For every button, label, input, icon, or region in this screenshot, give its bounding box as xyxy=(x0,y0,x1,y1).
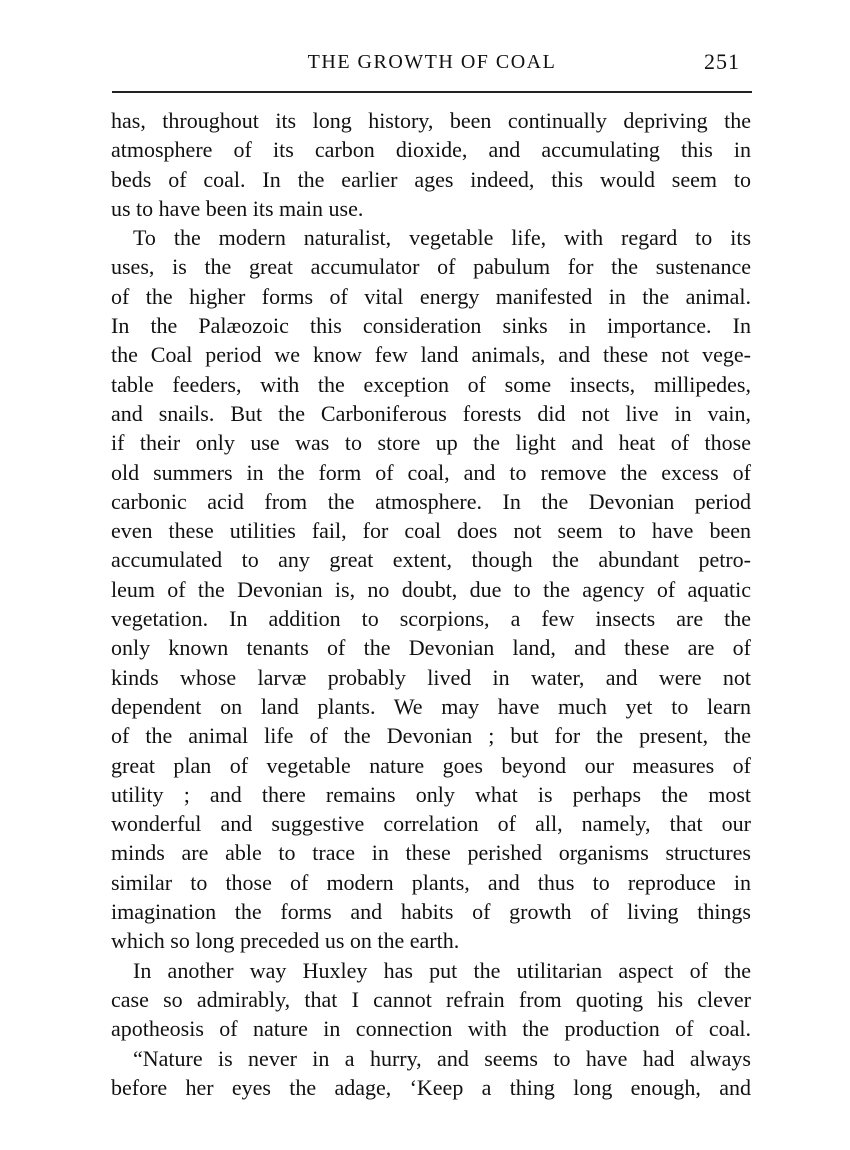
text-line: old summers in the form of coal, and to remove the excess of xyxy=(111,459,751,485)
text-line: utility ; and there remains only what is perhaps the most xyxy=(111,781,751,807)
text-line: “Nature is never in a hurry, and seems to have had always xyxy=(133,1045,751,1071)
text-line: In the Palæozoic this consideration sinks in importance. In xyxy=(111,313,751,339)
running-title: THE GROWTH OF COAL xyxy=(307,51,557,73)
text-line: wonderful and suggestive correlation of all, namely, that our xyxy=(111,811,751,837)
text-line: great plan of vegetable nature goes beyond our measures of xyxy=(111,752,751,778)
text-line: imagination the forms and habits of growth of living things xyxy=(111,899,751,925)
text-line: if their only use was to store up the light and heat of those xyxy=(111,430,751,456)
text-line: of the animal life of the Devonian ; but for the present, the xyxy=(111,723,751,749)
text-line: dependent on land plants. We may have much yet to learn xyxy=(111,693,751,719)
text-line: carbonic acid from the atmosphere. In the Devonian period xyxy=(111,488,751,514)
text-line: only known tenants of the Devonian land, and these are of xyxy=(111,635,751,661)
text-line: To the modern naturalist, vegetable life, with regard to its xyxy=(133,225,751,251)
text-line: us to have been its main use. xyxy=(111,195,364,221)
text-line: apotheosis of nature in connection with the production of coal. xyxy=(111,1016,751,1042)
text-line: the Coal period we know few land animals, and these not vege- xyxy=(111,342,751,368)
running-header xyxy=(112,48,752,80)
text-line: kinds whose larvæ probably lived in water, and were not xyxy=(111,664,751,690)
text-line: which so long preceded us on the earth. xyxy=(111,928,460,954)
text-line: and snails. But the Carboniferous forests did not live in vain, xyxy=(111,400,751,426)
text-line: leum of the Devonian is, no doubt, due to the agency of aquatic xyxy=(111,576,751,602)
text-line: vegetation. In addition to scorpions, a few insects are the xyxy=(111,606,751,632)
text-line: uses, is the great accumulator of pabulum for the sustenance xyxy=(111,254,751,280)
header-rule xyxy=(112,91,752,93)
text-line: accumulated to any great extent, though the abundant petro- xyxy=(111,547,751,573)
text-line: atmosphere of its carbon dioxide, and accumulating this in xyxy=(111,137,751,163)
text-line: similar to those of modern plants, and thus to reproduce in xyxy=(111,869,751,895)
text-line: case so admirably, that I cannot refrain from quoting his clever xyxy=(111,986,751,1012)
text-line: table feeders, with the exception of some insects, millipedes, xyxy=(111,371,751,397)
text-line: even these utilities fail, for coal does not seem to have been xyxy=(111,518,751,544)
text-line: of the higher forms of vital energy manifested in the animal. xyxy=(111,283,751,309)
text-line: In another way Huxley has put the utilitarian aspect of the xyxy=(133,957,751,983)
text-line: has, throughout its long history, been continually depriving the xyxy=(111,108,751,133)
body-text xyxy=(111,106,751,1102)
page-number: 251 xyxy=(704,49,740,74)
text-line: before her eyes the adage, ‘Keep a thing long enough, and xyxy=(111,1074,751,1100)
text-line: beds of coal. In the earlier ages indeed, this would seem to xyxy=(111,166,751,192)
text-line: minds are able to trace in these perished organisms structures xyxy=(111,840,751,866)
